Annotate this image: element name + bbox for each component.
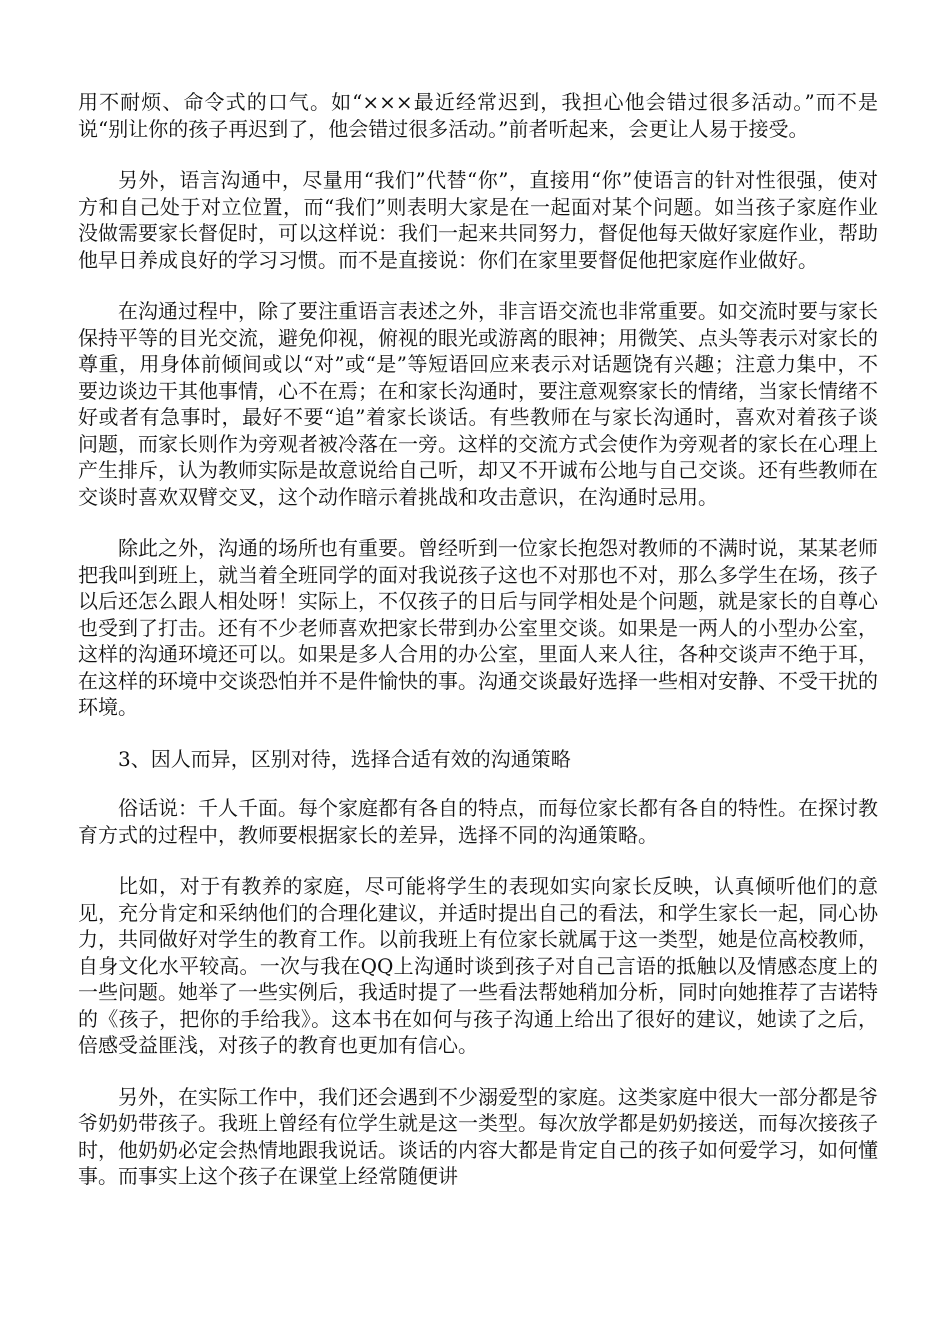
document-body [78, 89, 878, 1215]
paragraph-proverb: 俗话说：千人千面。每个家庭都有各自的特点，而每位家长都有各自的特性。在探讨教育方式的过程中，教师要根据家长的差异，选择不同的沟通策略。 [78, 796, 878, 847]
paragraph-venue: 除此之外，沟通的场所也有重要。曾经听到一位家长抱怨对教师的不满时说，某某老师把我叫到班上，就当着全班同学的面对我说孩子这也不对那也不对，那么多学生在场，孩子以后还怎么跟人相处呀！实际上，不仅孩子的日后与同学相处是个问题，就是家长的自尊心也受到了打击。还有不少老师喜欢把家长带到办公室里交谈。如果是一两人的小型办公室，这样的沟通环境还可以。如果是多人合用的办公室，里面人来人往，各种交谈声不绝于耳，在这样的环境中交谈恐怕并不是件愉快的事。沟通交谈最好选择一些相对安静、不受干扰的环境。 [78, 536, 878, 719]
paragraph-educated-family: 比如，对于有教养的家庭，尽可能将学生的表现如实向家长反映，认真倾听他们的意见，充分肯定和采纳他们的合理化建议，并适时提出自己的看法，和学生家长一起，同心协力，共同做好对学生的教育工作。以前我班上有位家长就属于这一类型，她是位高校教师，自身文化水平较高。一次与我在QQ上沟通时谈到孩子对自己言语的抵触以及情感态度上的一些问题。她举了一些实例后，我适时提了一些看法帮她稍加分析，同时向她推荐了吉诺特的《孩子，把你的手给我》。这本书在如何与孩子沟通上给出了很好的建议，她读了之后，倍感受益匪浅，对孩子的教育也更加有信心。 [78, 874, 878, 1057]
paragraph-nonverbal: 在沟通过程中，除了要注重语言表述之外，非言语交流也非常重要。如交流时要与家长保持平等的目光交流，避免仰视，俯视的眼光或游离的眼神；用微笑、点头等表示对家长的尊重，用身体前倾间或以“对”或“是”等短语回应来表示对话题饶有兴趣；注意力集中，不要边谈边干其他事情，心不在焉；在和家长沟通时，要注意观察家长的情绪，当家长情绪不好或者有急事时，最好不要“追”着家长谈话。有些教师在与家长沟通时，喜欢对着孩子谈问题，而家长则作为旁观者被冷落在一旁。这样的交流方式会使作为旁观者的家长在心理上产生排斥，认为教师实际是故意说给自己听，却又不开诚布公地与自己交谈。还有些教师在交谈时喜欢双臂交叉，这个动作暗示着挑战和攻击意识，在沟通时忌用。 [78, 299, 878, 509]
paragraph-continuation: 用不耐烦、命令式的口气。如“×××最近经常迟到，我担心他会错过很多活动。”而不是说“别让你的孩子再迟到了，他会错过很多活动。”前者听起来，会更让人易于接受。 [78, 90, 878, 141]
paragraph-doting-family: 另外，在实际工作中，我们还会遇到不少溺爱型的家庭。这类家庭中很大一部分都是爷爷奶奶带孩子。我班上曾经有位学生就是这一类型。每次放学都是奶奶接送，而每次接孩子时，他奶奶必定会热情地跟我说话。谈话的内容大都是肯定自己的孩子如何爱学习，如何懂事。而事实上这个孩子在课堂上经常随便讲 [78, 1084, 878, 1188]
section-heading-strategy: 3、因人而异，区别对待，选择合适有效的沟通策略 [118, 746, 571, 771]
paragraph-language-we: 另外，语言沟通中，尽量用“我们”代替“你”，直接用“你”使语言的针对性很强，使对方和自己处于对立位置，而“我们”则表明大家是在一起面对某个问题。如当孩子家庭作业没做需要家长督促时，可以这样说：我们一起来共同努力，督促他每天做好家庭作业，帮助他早日养成良好的学习习惯。而不是直接说：你们在家里要督促他把家庭作业做好。 [78, 168, 878, 272]
